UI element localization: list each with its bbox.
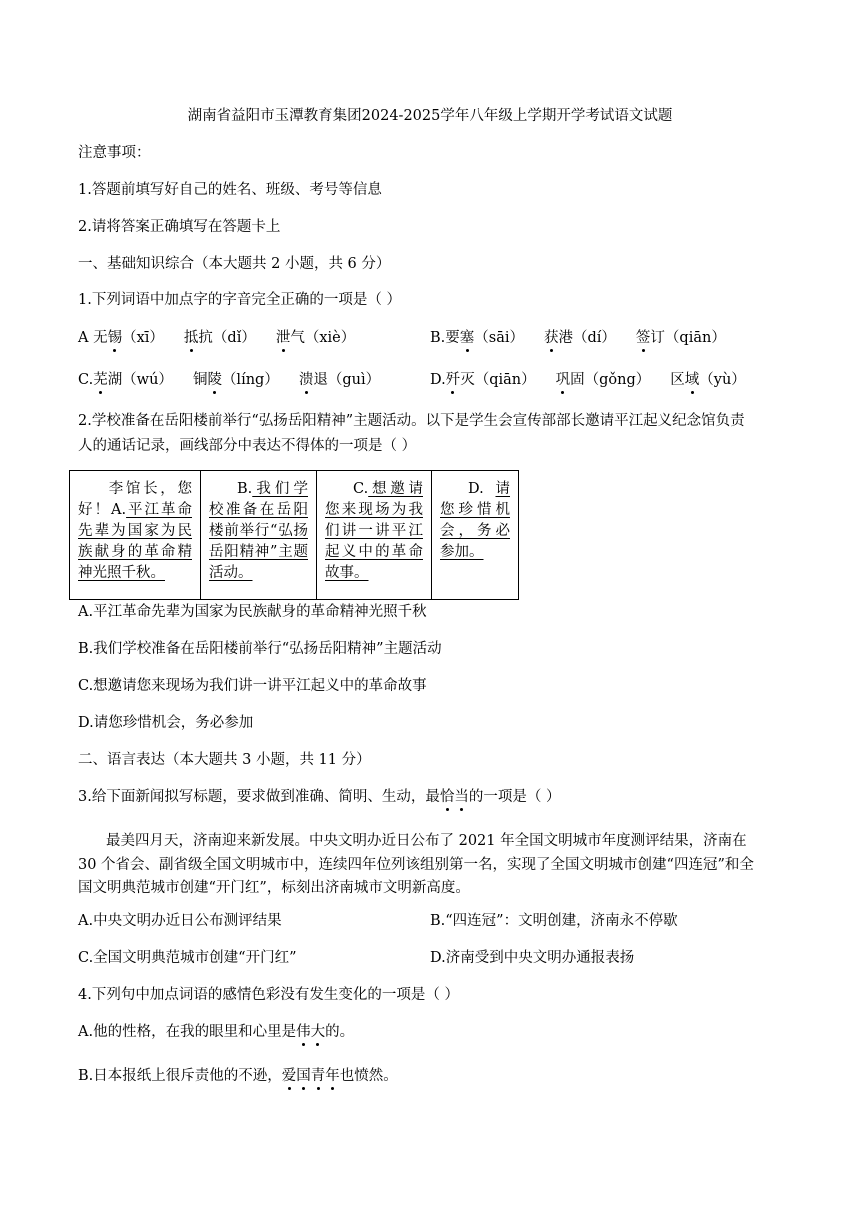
cell-c-plain: C. [353, 481, 369, 497]
notice-item-1: 1.答题前填写好自己的姓名、班级、考号等信息 [78, 182, 382, 198]
q3-option-b: B.“四连冠”：文明创建，济南永不停歇 [430, 913, 678, 929]
cell-c-underlined: 想邀请您来现场为我们讲一讲平江起义中的革命故事。 [325, 481, 423, 581]
q2-stem-line1: 2.学校准备在岳阳楼前举行“弘扬岳阳精神”主题活动。以下是学生会宣传部部长邀请平江起义纪念馆负责 [78, 413, 745, 429]
cell-d-underlined: 请您珍惜机会，务必参加。 [440, 481, 510, 560]
q3-stem: 3.给下面新闻拟写标题，要求做到准确、简明、生动，最恰当的一项是（ ） [78, 789, 561, 805]
notice-heading: 注意事项： [78, 145, 151, 161]
table-cell-b [201, 471, 317, 599]
q1-option-d: D.歼灭（qiān） 巩固（gǒng） 区域（yù） [430, 372, 746, 388]
q3-option-d: D.济南受到中央文明办通报表扬 [430, 950, 635, 966]
section1-heading: 一、基础知识综合（本大题共 2 小题，共 6 分） [78, 256, 391, 272]
cell-a-plain: 李馆长，您好！A. [78, 481, 192, 518]
q1-stem: 1.下列词语中加点字的字音完全正确的一项是（ ） [78, 292, 401, 308]
cell-b-plain: B. [237, 481, 253, 497]
q1-option-a: A 无锡（xī） 抵抗（dǐ） 泄气（xiè） [78, 330, 356, 346]
q2-option-b: B.我们学校准备在岳阳楼前举行“弘扬岳阳精神”主题活动 [78, 641, 442, 657]
q4-stem: 4.下列句中加点词语的感情色彩没有发生变化的一项是（ ） [78, 987, 459, 1003]
table-cell-a [70, 471, 201, 599]
cell-b-underlined: 我们学校准备在岳阳楼前举行“弘扬岳阳精神”主题活动。 [209, 481, 308, 581]
q3-passage-line2: 30 个省会、副省级全国文明城市中，连续四年位列该组别第一名，实现了全国文明城市创建“四连冠”和全 [78, 857, 754, 873]
q2-stem-line2: 人的通话记录，画线部分中表达不得体的一项是（ ） [78, 438, 417, 454]
notice-item-2: 2.请将答案正确填写在答题卡上 [78, 219, 281, 235]
table-cell-d [432, 471, 518, 599]
q1-option-c: C.芜湖（wú） 铜陵（líng） 溃退（guì） [78, 372, 381, 388]
q2-option-d: D.请您珍惜机会，务必参加 [78, 715, 254, 731]
cell-d-plain: D. [468, 481, 496, 497]
table-cell-c [317, 471, 432, 599]
q4-option-b: B.日本报纸上很斥责他的不逊，爱国青年也愤然。 [78, 1068, 398, 1084]
q2-option-c: C.想邀请您来现场为我们讲一讲平江起义中的革命故事 [78, 678, 427, 694]
q1-option-b: B.要塞（sāi） 获港（dí） 签订（qiān） [430, 330, 726, 346]
call-record-table [69, 470, 519, 600]
q3-option-a: A.中央文明办近日公布测评结果 [78, 913, 282, 929]
section2-heading: 二、语言表达（本大题共 3 小题，共 11 分） [78, 752, 371, 768]
page-title: 湖南省益阳市玉潭教育集团2024-2025学年八年级上学期开学考试语文试题 [187, 108, 673, 124]
q3-option-c: C.全国文明典范城市创建“开门红” [78, 950, 297, 966]
q3-passage-line1: 最美四月天，济南迎来新发展。中央文明办近日公布了 2021 年全国文明城市年度测评结果，济南在 [106, 833, 747, 849]
q3-passage-line3: 国文明典范城市创建“开门红”，标刻出济南城市文明新高度。 [78, 880, 470, 896]
q4-option-a: A.他的性格，在我的眼里和心里是伟大的。 [78, 1024, 355, 1040]
cell-a-underlined: 平江革命先辈为国家为民族献身的革命精神光照千秋。 [78, 502, 192, 581]
q2-option-a: A.平江革命先辈为国家为民族献身的革命精神光照千秋 [78, 604, 427, 620]
